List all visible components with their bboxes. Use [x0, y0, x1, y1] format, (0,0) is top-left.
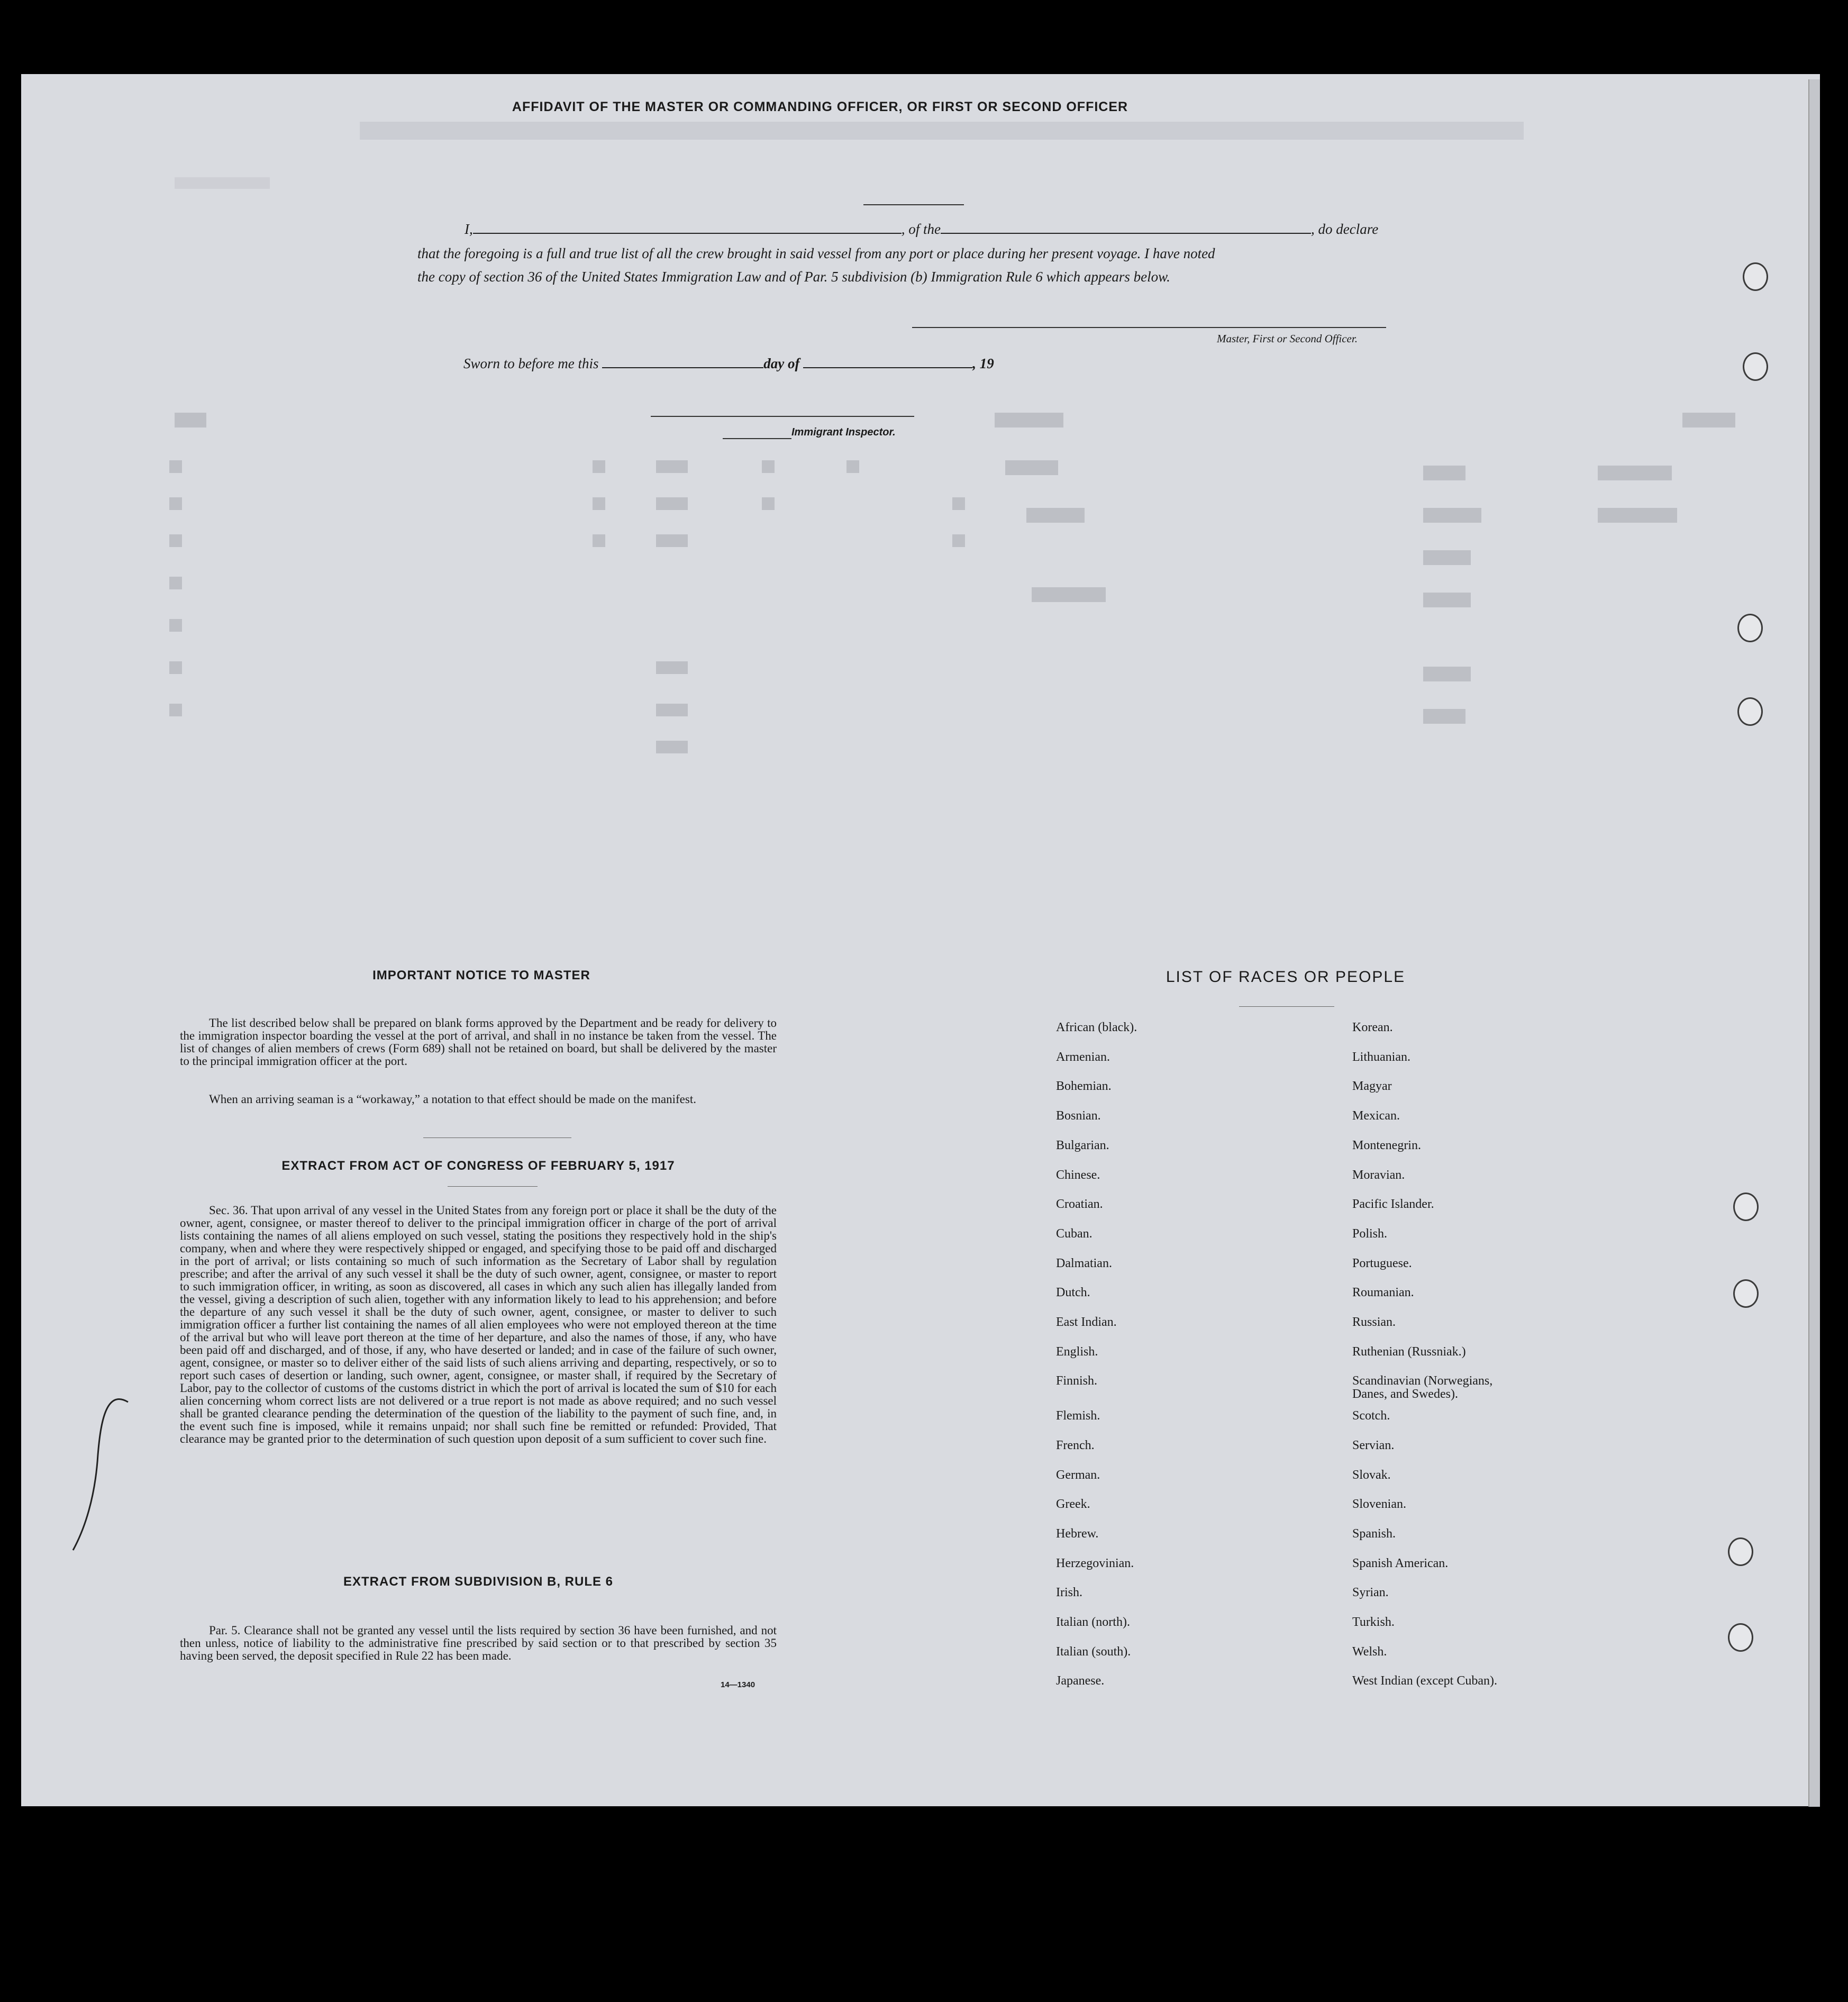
race-entry: French.	[1056, 1438, 1095, 1452]
race-entry: East Indian.	[1056, 1315, 1117, 1329]
race-entry: Irish.	[1056, 1586, 1082, 1600]
race-entry: Polish.	[1352, 1226, 1388, 1241]
race-entry: Spanish American.	[1352, 1556, 1449, 1570]
race-entry: African (black).	[1056, 1021, 1137, 1034]
race-entry: Servian.	[1352, 1438, 1395, 1452]
vessel-name-blank[interactable]	[941, 233, 1311, 234]
race-entry: Bosnian.	[1056, 1109, 1101, 1123]
race-entry: Portuguese.	[1352, 1256, 1412, 1270]
race-entry: Ruthenian (Russniak.)	[1352, 1344, 1466, 1359]
race-entry: Finnish.	[1056, 1374, 1098, 1388]
race-entry: Russian.	[1352, 1315, 1396, 1329]
sworn-day-of: day of	[763, 356, 800, 371]
punch-hole	[1743, 262, 1768, 291]
punch-hole	[1728, 1537, 1753, 1566]
race-entry: Roumanian.	[1352, 1286, 1414, 1300]
race-entry: Pacific Islander.	[1352, 1197, 1434, 1212]
sworn-prefix: Sworn to before me this	[463, 356, 599, 371]
race-entry: Bulgarian.	[1056, 1138, 1109, 1152]
race-entry: Korean.	[1352, 1021, 1393, 1034]
affidavit-title: AFFIDAVIT OF THE MASTER OR COMMANDING OFFICER, OR FIRST OR SECOND OFFICER	[512, 99, 1128, 114]
race-entry: Armenian.	[1056, 1050, 1110, 1064]
master-name-blank[interactable]	[473, 233, 902, 234]
affidavit-line-1	[465, 221, 1378, 238]
punch-hole	[1743, 352, 1768, 381]
race-entry: Bohemian.	[1056, 1079, 1112, 1094]
sworn-line	[463, 356, 994, 372]
form-number: 14—1340	[721, 1680, 755, 1689]
race-entry: Montenegrin.	[1352, 1138, 1421, 1152]
notice-paragraph-2: When an arriving seaman is a “workaway,” a notation to that effect should be made on the manifest.	[209, 1093, 696, 1106]
punch-hole	[1728, 1623, 1753, 1652]
race-entry: Croatian.	[1056, 1197, 1103, 1212]
divider	[1239, 1006, 1334, 1007]
rule-extract-body: Par. 5. Clearance shall not be granted any vessel until the lists required by section 36 have been furnished, and not then unless, notice of liability to the administrative fine prescribed by said section or to that prescribed by section 35 having been served, the deposit specified in Rule 22 has been made.	[180, 1624, 777, 1662]
sworn-month-blank[interactable]	[803, 367, 972, 368]
race-entry: Scotch.	[1352, 1409, 1390, 1423]
race-entry: Magyar	[1352, 1079, 1392, 1094]
punch-hole	[1737, 614, 1763, 642]
rule-extract-heading: EXTRACT FROM SUBDIVISION B, RULE 6	[343, 1575, 614, 1589]
race-entry: Lithuanian.	[1352, 1050, 1410, 1064]
inspector-caption: Immigrant Inspector.	[791, 426, 896, 438]
race-entry: Flemish.	[1056, 1409, 1100, 1423]
race-entry: Italian (north).	[1056, 1615, 1130, 1629]
affidavit-of-the: , of the	[901, 221, 941, 237]
race-entry: Hebrew.	[1056, 1526, 1099, 1541]
punch-hole	[1737, 697, 1763, 726]
race-entry: English.	[1056, 1344, 1098, 1359]
race-entry: Dutch.	[1056, 1286, 1090, 1300]
race-entry: Spanish.	[1352, 1526, 1396, 1541]
master-signature-line[interactable]	[912, 327, 1386, 328]
race-entry: Herzegovinian.	[1056, 1556, 1134, 1570]
races-heading: LIST OF RACES OR PEOPLE	[1166, 968, 1406, 986]
notice-heading: IMPORTANT NOTICE TO MASTER	[372, 968, 590, 982]
sworn-year: , 19	[972, 356, 994, 371]
punch-hole	[1733, 1193, 1759, 1221]
race-entry: Japanese.	[1056, 1674, 1105, 1688]
inspector-signature-line[interactable]	[651, 416, 914, 417]
race-entry: Syrian.	[1352, 1586, 1389, 1600]
race-entry: Scandinavian (Norwegians, Danes, and Swedes).	[1352, 1374, 1493, 1402]
punch-hole	[1733, 1279, 1759, 1308]
race-entry: Moravian.	[1352, 1168, 1405, 1182]
act-extract-body: Sec. 36. That upon arrival of any vessel in the United States from any foreign port or place it shall be the duty of the owner, agent, consignee, or master thereof to deliver to the principal immigration officer in charge of the port of arrival lists containing the names of all aliens employed on such vessel, stating the positions they respectively hold in the ship's company, when and where they were respectively shipped or engaged, and specifying those to be paid off and discharged in the port of arrival; or lists containing so much of such information as the Secretary of Labor shall by regulation prescribe; and after the arrival of any such vessel it shall be the duty of such owner, agent, consignee, or master to report to such immigration officer, in writing, as soon as discovered, all cases in which any such alien has illegally landed from the vessel, giving a description of such alien, together with any information likely to lead to his apprehension; and before the departure of any such vessel it shall be the duty of such owner, agent, consignee, or master to deliver to such immigration officer a further list containing the names of all alien employees who were not employed thereon at the time of the arrival but who will leave port thereon at the time of her departure, and also the names of those, if any, who have been paid off and discharged, and of those, if any, who have deserted or landed; and in case of the failure of such owner, agent, consignee, or master so to deliver either of the said lists of such aliens arriving and departing, respectively, or so to report such cases of desertion or landing, such owner, agent, consignee, or master shall, if required by the Secretary of Labor, pay to the collector of customs of the customs district in which the port of arrival is located the sum of $10 for each alien concerning whom correct lists are not delivered or a true report is not made as above required; and no such vessel shall be granted clearance pending the determination of the question of the liability to the payment of such fine, and, in the event such fine is imposed, while it remains unpaid; nor shall such fine be remitted or refunded: Provided, That clearance may be granted prior to the determination of such question upon deposit of a sum sufficient to cover such fine.	[180, 1204, 777, 1445]
affidavit-line-3: the copy of section 36 of the United States Immigration Law and of Par. 5 subdivision (b) Immigration Rule 6 which appears below.	[417, 269, 1170, 285]
race-entry: Italian (south).	[1056, 1644, 1131, 1659]
divider	[448, 1186, 538, 1187]
race-entry: Slovak.	[1352, 1468, 1391, 1482]
race-entry: German.	[1056, 1468, 1100, 1482]
divider	[863, 204, 964, 205]
master-caption: Master, First or Second Officer.	[1217, 332, 1358, 345]
inspector-caption-line	[723, 438, 791, 439]
notice-paragraph-1: The list described below shall be prepared on blank forms approved by the Department and be ready for delivery to the immigration inspector boarding the vessel at the port of arrival, and shall in no instance be taken from the vessel. The list of changes of alien members of crews (Form 689) shall not be retained on board, but shall be delivered by the master to the principal immigration officer at the port.	[180, 1016, 777, 1068]
race-entry: Dalmatian.	[1056, 1256, 1112, 1270]
pen-stroke	[69, 1391, 132, 1555]
race-entry: Mexican.	[1352, 1109, 1400, 1123]
affidavit-declare: , do declare	[1311, 221, 1379, 237]
race-entry: Cuban.	[1056, 1226, 1093, 1241]
affidavit-line-2: that the foregoing is a full and true list of all the crew brought in said vessel from any port or place during her present voyage. I have noted	[417, 245, 1215, 261]
race-entry: Welsh.	[1352, 1644, 1387, 1659]
act-extract-heading: EXTRACT FROM ACT OF CONGRESS OF FEBRUARY 5, 1917	[281, 1159, 675, 1173]
race-entry: Chinese.	[1056, 1168, 1100, 1182]
sworn-day-blank[interactable]	[602, 367, 763, 368]
race-entry: West Indian (except Cuban).	[1352, 1674, 1497, 1688]
race-entry: Greek.	[1056, 1497, 1090, 1512]
affidavit-i: I,	[465, 221, 473, 237]
race-entry: Turkish.	[1352, 1615, 1395, 1629]
race-entry: Slovenian.	[1352, 1497, 1406, 1512]
